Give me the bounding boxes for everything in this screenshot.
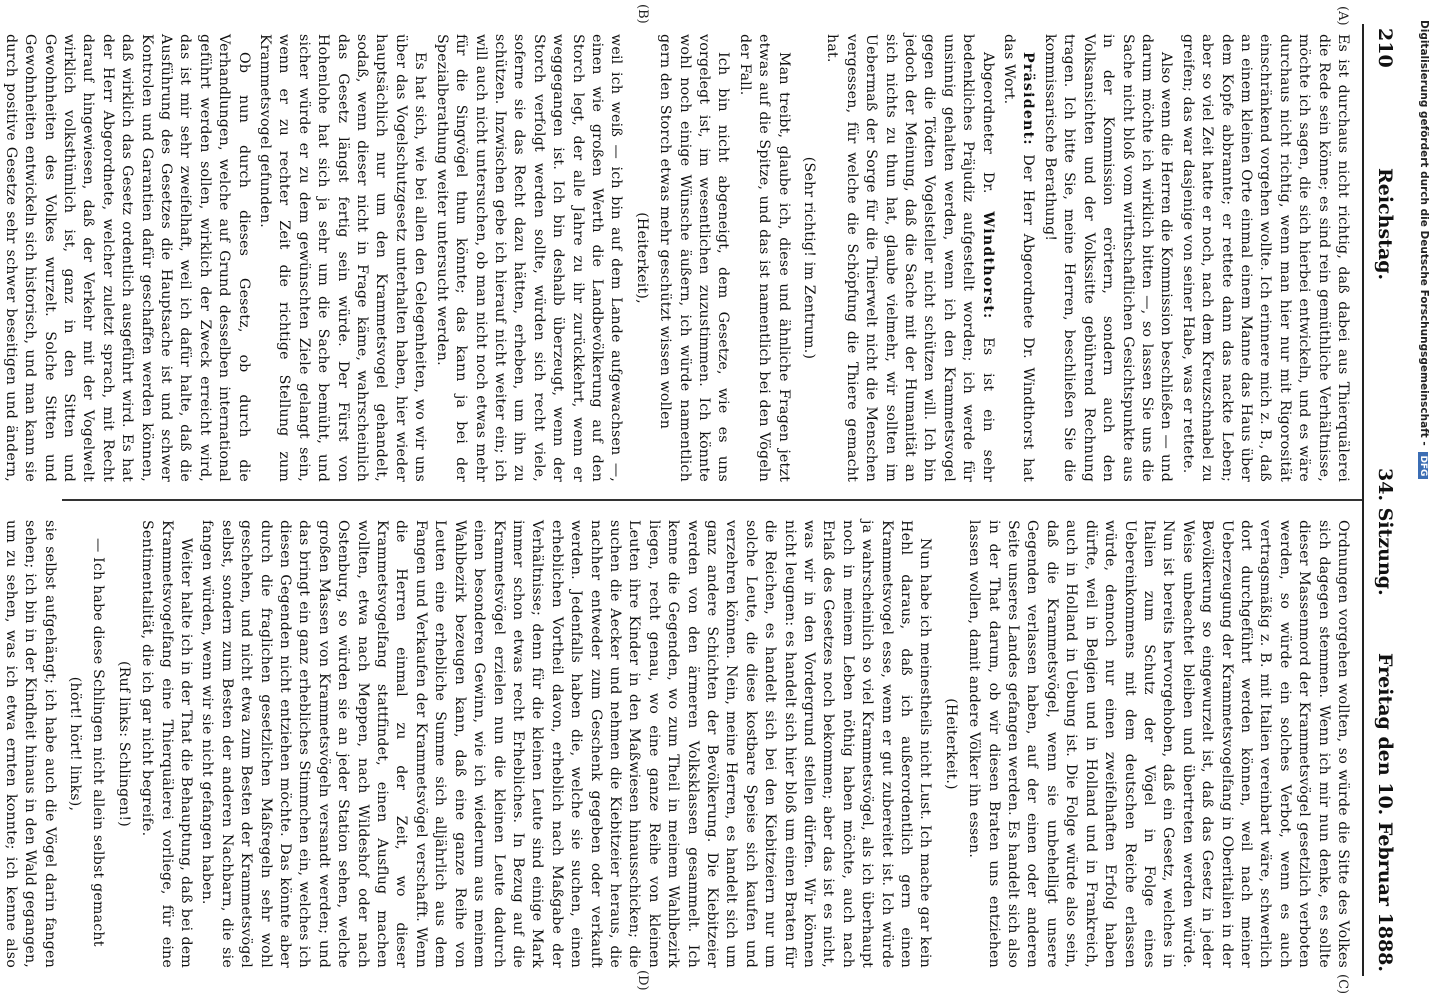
page-number: 210 — [1374, 28, 1396, 68]
paragraph — [999, 34, 1038, 482]
speaker-name: Präsident: — [1020, 52, 1037, 146]
paragraph: Man treibt, glaube ich, diese und ähnliche Fragen jetzt etwas auf die Spitze, und das ist namentlich bei den Vögeln der Fall. — [736, 34, 792, 482]
speech-text: Es ist ein sehr bedenkliches Präjudiz aufgestellt worden; ich werde für unsinnig gehalten werden, wenn ich den Krammetsvogel gegen die Tödten Vogelsteller nicht schützen will. Ich bin jedoch der Meinung, daß die Sache mit der Humanität an sich nichts zu thun hat, glaube vielmehr, wir sollten im Uebermaß der Sorge für die Thierwelt nicht die Menschen vergessen, für welche die Schöpfung die Thiere gemacht hat. — [824, 34, 996, 482]
credit-text: Digitalisierung gefördert durch die Deutsche Forschungsgemeinschaft - — [1418, 20, 1430, 446]
interjection: (Ruf links: Schlingen!) — [115, 661, 132, 827]
paragraph: — Ich habe diese Schlingen nicht allein selbst gemacht — [90, 538, 107, 947]
header-rule — [1362, 24, 1364, 976]
margin-marker-a: (A) — [1335, 6, 1350, 26]
dfg-logo: DFG — [1418, 452, 1428, 479]
paragraph: Ich bin nicht abgeneigt, dem Gesetze, wie es uns vorgelegt ist, im wesentlichen zuzustimmen. Ich könnte wohl noch einige Wünsche äußern, ich würde namentlich gern den Storch etwas mehr geschützt wissen wollen — [657, 34, 732, 482]
paragraph: Weiter halte ich in der That die Behauptung, daß bei dem Krammetsvogelfang eine Thierquälerei vorliege, für eine Sentimentalität, die ich gar nicht begreife. — [139, 520, 195, 968]
paragraph: Es hat sich, wie bei allen den Gelegenheiten, wo wir uns über das Vogelschutzgesetz unterhalten haben, hier wieder hauptsächlich nur um den Krammetsvogel gehandelt, sodaß, wenn dieser nicht in Frage käme, wahrscheinlich das Gesetz längst fertig sein würde. Der Fürst von Hohenlohe hat sich ja sehr um die Sache bemüht, und sicher würde er zu dem gewünschten Ziele gelangt sein, wenn er zu rechter Zeit die richtige Stellung zum Krammetsvogel gefunden. — [257, 34, 429, 482]
margin-marker-d: (D) — [635, 970, 650, 991]
margin-marker-b: (B) — [635, 4, 650, 24]
speech-text: Der Herr Abgeordnete Dr. Windthorst hat das Wort. — [1001, 34, 1037, 482]
interjection: (Sehr richtig! im Zentrum.) — [801, 156, 818, 360]
paragraph: Nun habe ich meinestheils nicht Lust. Ich mache gar kein Hehl daraus, daß ich außerordentlich gern einen Krammetsvogel esse, wenn er gut zubereitet ist. Ich würde ja wahrscheinlich so viel Krammetsvögel, als ich überhaupt noch in meinem Leben nöthig haben möchte, auch nach Erlaß des Gesetzes noch bekommen; aber das ist es nicht, was wir in den Vordergrund stellen dürfen. Wir können nicht leugnen: es handelt sich hier bloß um einen Braten für die Reichen, es handelt sich bei den Kiebitzeiern nur um solche Leute, die diese kostbare Speise sich kaufen und verzehren können. Nein, meine Herren, es handelt sich um ganz andere Schichten der Bevölkerung. Die Kiebitzeier werden von den ärmeren Volksklassen gesammelt. Ich kenne die Gegenden, wo zum Theil in meinem Wahlbezirk liegen, recht genau, wo eine ganze Reihe von kleinen Leuten ihre Kinder in den Maßwiesen hinausschicken; die suchen die Aecker und nehmen die Kiebitzeier heraus, die nachher entweder zum Geschenk gegeben oder verkauft werden. Jedenfalls haben die, welche sie suchen, einen erheblichen Vortheil davon, erheblich nach Maßgabe der Verhältnisse; denn für die kleinen Leute sind einige Mark immer schon etwas recht Erhebliches. In Bezug auf die Krammetsvögel erzielen nun die kleinen Leute dadurch einen besonderen Gewinn, wie ich wiederum aus meinem Wahlbezirk bezeugen kann, daß eine ganze Reihe von Leuten eine erhebliche Summe sich alljährlich aus dem Fangen und Verkaufen der Krammetsvögel verschafft. Wenn die Herren einmal zu der Zeit, wo dieser Krammetsvogelfang stattfindet, einen Ausflug machen wollten, etwa nach Meppen, nach Wildeshof oder nach Ostenburg, so würden sie an jeder Station sehen, welche großen Massen von Krammetsvögeln versandt werden; und das bringt ein ganz erhebliches Stimmchen ein, welches ich diesen Gegenden nicht entziehen möchte. Das könnte aber durch die fraglichen gesetzlichen Maßregeln sehr wohl geschehen, und nicht etwa zum Besten der Krammetsvögel selbst, sondern zum Besten der anderen Nachbarn, die sie fangen würden, wenn wir sie nicht gefangen haben. — [199, 520, 934, 968]
margin-marker-c: (C) — [1335, 974, 1350, 995]
paragraph: Es ist durchaus nicht richtig, daß dabei aus Thierquälerei die Rede sein könne; es sind rein gemüthliche Verhältnisse, möchte ich sagen, die sich hierbei entwickeln, und es wäre durchaus nicht richtig, wenn man hier nur mit Rigorosität einschränkend vorgehen wollte. Ich erinnere mich z. B., daß an einem kleinen Orte einmal einem Manne das Haus über dem Kopfe abbrannte; er rettete dann das nackte Leben; aber so viel Zeit hatte er noch, nach dem Kreuzschnabel zu greifen; das war dasjenige von seiner Habe, was er rettete. — [1179, 34, 1351, 482]
interjection: (Heiterkeit.) — [942, 698, 959, 790]
paragraph: Ordnungen vorgehen wollten, so würde die Sitte des Volkes sich dagegen stemmen. Wenn ich mir nun denke, es sollte dieser Massenmord der Krammetsvögel gesetzlich verboten werden, so würde ein solches Verbot, wenn es auch vertragsmäßig z. B. mit Italien vereinbart wäre, schwerlich dort durchgeführt werden können, weil nach meiner Ueberzeugung der Krammetsvogelfang in Oberitalien in der Bevölkerung so eingewurzelt ist, daß das Gesetz in jeder Weise unbeachtet bleiben und übertreten werden würde. Nun ist bereits hervorgehoben, daß ein Gesetz, welches in Italien zum Schutz der Vögel in Folge eines Uebereinkommens mit dem deutschen Reiche erlassen würde, dennoch nur einen zweifelhaften Erfolg haben dürfte, weil in Belgien und in Holland und in Frankreich, auch in Holland in Uebung ist. Die Folge würde also sein, daß die Krammetsvögel, wenn sie unbehelligt unsere Gegenden verlassen haben, auf der einen oder anderen Seite unseres Landes gefangen werden. Es handelt sich also in der That darum, ob wir diesen Braten uns entziehen lassen wollen, damit andere Völker ihn essen. — [966, 520, 1351, 968]
paragraph — [822, 34, 997, 482]
right-column — [0, 520, 1352, 968]
session-date: Freitag den 10. Februar 1888. — [1374, 652, 1396, 972]
left-column — [0, 34, 1352, 482]
speaker-title: Abgeordneter Dr. — [979, 52, 996, 212]
running-head: Reichstag. — [1374, 168, 1396, 281]
interjection: (hört! hört! links), — [67, 676, 83, 812]
speaker-name: Windthorst: — [979, 211, 996, 320]
digitization-credit — [1410, 0, 1432, 1000]
interjection: (Heiterkeit), — [633, 212, 650, 304]
paragraph: Ob nun durch dieses Gesetz, ob durch die Verhandlungen, welche auf Grund desselben international geführt werden sollen, wirklich der Zweck erreicht wird, das ist mir sehr zweifelhaft, weil ich dafür halte, daß die Ausführung des Gesetzes die Hauptsache ist und schwer Kontrolen und Garantien dafür geschaffen werden können, daß wirklich das Gesetz ordentlich ausgeführt wird. Es hat der Herr Abgeordnete, welcher zuletzt sprach, mit Recht darauf hingewiesen, daß der Verkehr mit der Vogelwelt wirklich volksthümlich ist, ganz in den Sitten und Gewohnheiten des Volkes wurzelt. Solche Sitten und Gewohnheiten entwickeln sich historisch, und man kann sie durch positive Gesetze sehr schwer beseitigen und ändern, — [2, 34, 252, 482]
column-divider — [62, 499, 1362, 501]
paragraph: Also wenn die Herren die Kommission beschließen — und darum möchte ich wirklich bitten —, so lassen Sie uns die Sache nicht bloß vom wirthschaftlichen Gesichtspunkte aus in der Kommission erörtern, sondern auch den Volksansichten und der Volkssitte gebührend Rechnung tragen. Ich bitte Sie, meine Herren, beschließen Sie die kommissarische Berathung! — [1041, 34, 1175, 482]
credit-line — [1418, 20, 1430, 479]
session-label: 34. Sitzung. — [1374, 468, 1396, 596]
page-header — [1362, 28, 1402, 972]
paragraph: weil ich weiß — ich bin auf dem Lande aufgewachsen —, einen wie großen Werth die Landbevölkerung auf den Storch legt, der alle Jahre zu ihr zurückkehrt, wenn er weggegangen ist. Ich bin deshalb überzeugt, wenn der Storch verfolgt werden sollte, würden sich recht viele, soferne sie das Recht dazu hätten, erheben, um ihn zu schützen. Inzwischen gebe ich hierauf nicht weiter ein; ich will auch nicht untersuchen, ob man nicht noch etwas mehr für die Singvögel thun könnte; das kann ja bei der Spezialberathung weiter untersucht werden. — [433, 34, 625, 482]
paragraph: sie selbst aufgehängt; ich habe auch die Vögel darin fangen sehen; ich bin in der Kindheit hinaus in den Wald gegangen, um zu sehen, was ich etwa ernten konnte; ich kenne also — [2, 520, 58, 968]
